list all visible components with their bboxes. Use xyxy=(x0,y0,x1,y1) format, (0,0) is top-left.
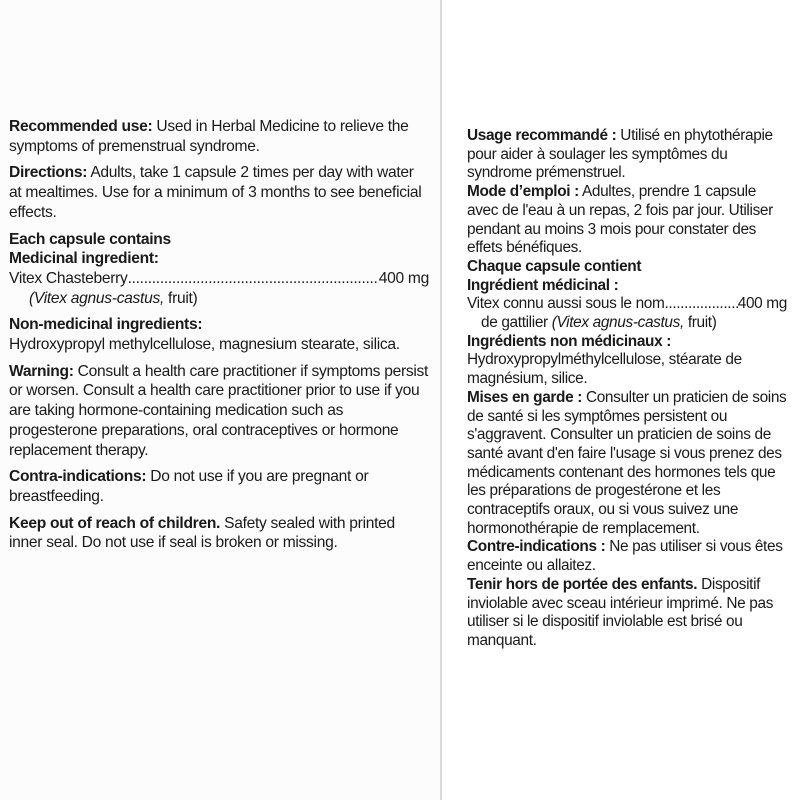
ingredient-medicinal-heading: Ingrédient médicinal : xyxy=(467,276,619,294)
ingredient-medicinal-name: Vitex connu aussi sous le nom xyxy=(467,295,665,313)
keep-out-text: Safety sealed with printed inner seal. Do not use if seal is broken or missing. xyxy=(9,514,395,552)
medicinal-ingredient-row xyxy=(9,269,429,289)
french-column xyxy=(467,127,787,651)
common-name: de gattilier xyxy=(481,314,552,332)
keep-out-heading: Keep out of reach of children. xyxy=(9,514,221,532)
ingredients-block xyxy=(9,230,429,309)
ingredient-medicinal-source xyxy=(467,314,787,333)
non-medicinaux-text: Hydroxypropylméthylcellulose, stéarate de magnésium, silice. xyxy=(467,351,742,388)
mode-emploi-text: Adultes, prendre 1 capsule avec de l'eau à un repas, 2 fois par jour. Utiliser pendant au moins 3 mois pour constater des effets bénéfiques. xyxy=(467,183,773,257)
recommended-use-text: Used in Herbal Medicine to relieve the symptoms of premenstrual syndrome. xyxy=(9,118,409,155)
mises-en-garde-section xyxy=(467,389,787,539)
latin-name-fr: (Vitex agnus-castus, xyxy=(551,314,684,332)
mises-en-garde-text: Consulter un praticien de soins de santé si les symptômes persistent ou s'aggravent. Consulter un praticien de soins de santé avant d'en faire l'usage si vous prenez des médicaments contenant des hormones tels que les préparations de progestérone et les contraceptifs oraux, ou si vous suivez une hormonothérapie de remplacement. xyxy=(467,388,787,537)
non-medicinal-heading: Non-medicinal ingredients: xyxy=(9,316,203,334)
tenir-hors-text: Dispositif inviolable avec sceau intérieur imprimé. Ne pas utiliser si le dispositif inviolable est brisé ou manquant. xyxy=(467,575,774,649)
usage-text: Utilisé en phytothérapie pour aider à soulager les symptômes du syndrome prémenstruel. xyxy=(467,127,773,182)
directions-text: Adults, take 1 capsule 2 times per day with water at mealtimes. Use for a minimum of 3 months to see beneficial effects. xyxy=(9,164,422,221)
warning-text: Consult a health care practitioner if symptoms persist or worsen. Consult a health care practitioner prior to use if you are taking hormone-containing medication such as progesterone preparations, oral contraceptives or hormone replacement therapy. xyxy=(9,362,429,459)
medicinal-ingredient-heading: Medicinal ingredient: xyxy=(9,250,159,268)
plant-part: fruit) xyxy=(164,289,198,307)
latin-name: (Vitex agnus-castus, xyxy=(29,289,164,307)
plant-part-fr: fruit) xyxy=(683,314,717,332)
contra-indications-text: Do not use if you are pregnant or breastfeeding. xyxy=(9,468,369,505)
chaque-capsule-heading: Chaque capsule contient xyxy=(467,257,642,275)
leader-dots xyxy=(128,269,379,289)
contre-indications-section xyxy=(467,538,787,575)
mode-emploi-heading: Mode d’emploi : xyxy=(467,183,579,201)
non-medicinal-section xyxy=(9,315,429,354)
recommended-use-heading: Recommended use: xyxy=(9,118,153,135)
medicinal-ingredient-source xyxy=(9,289,429,309)
mises-en-garde-heading: Mises en garde : xyxy=(467,388,583,406)
leader-dots-fr xyxy=(664,295,737,314)
warning-section xyxy=(9,362,429,461)
medicinal-ingredient-amount: 400 mg xyxy=(378,269,429,287)
non-medicinal-text: Hydroxypropyl methylcellulose, magnesium stearate, silica. xyxy=(9,336,400,354)
directions-section xyxy=(9,163,429,222)
ingredients-block-fr xyxy=(467,258,787,333)
non-medicinaux-heading: Ingrédients non médicinaux : xyxy=(467,332,671,350)
ingredient-medicinal-amount: 400 mg xyxy=(737,295,787,313)
warning-heading: Warning: xyxy=(9,362,74,380)
non-medicinaux-section xyxy=(467,333,787,389)
directions-heading: Directions: xyxy=(9,164,88,182)
usage-heading: Usage recommandé : xyxy=(467,127,617,144)
tenir-hors-section xyxy=(467,576,787,651)
medicinal-ingredient-name: Vitex Chasteberry xyxy=(9,269,128,287)
contre-indications-heading: Contre-indications : xyxy=(467,538,606,556)
contra-indications-heading: Contra-indications: xyxy=(9,468,147,486)
usage-section xyxy=(467,127,787,183)
mode-emploi-section xyxy=(467,183,787,258)
english-column xyxy=(9,117,429,553)
contre-indications-text: Ne pas utiliser si vous êtes enceinte ou allaitez. xyxy=(467,538,783,575)
contra-indications-section xyxy=(9,467,429,506)
recommended-use-section xyxy=(9,117,429,156)
each-capsule-heading: Each capsule contains xyxy=(9,230,171,248)
tenir-hors-heading: Tenir hors de portée des enfants. xyxy=(467,575,698,593)
ingredient-medicinal-row xyxy=(467,295,787,314)
keep-out-section xyxy=(9,514,429,553)
